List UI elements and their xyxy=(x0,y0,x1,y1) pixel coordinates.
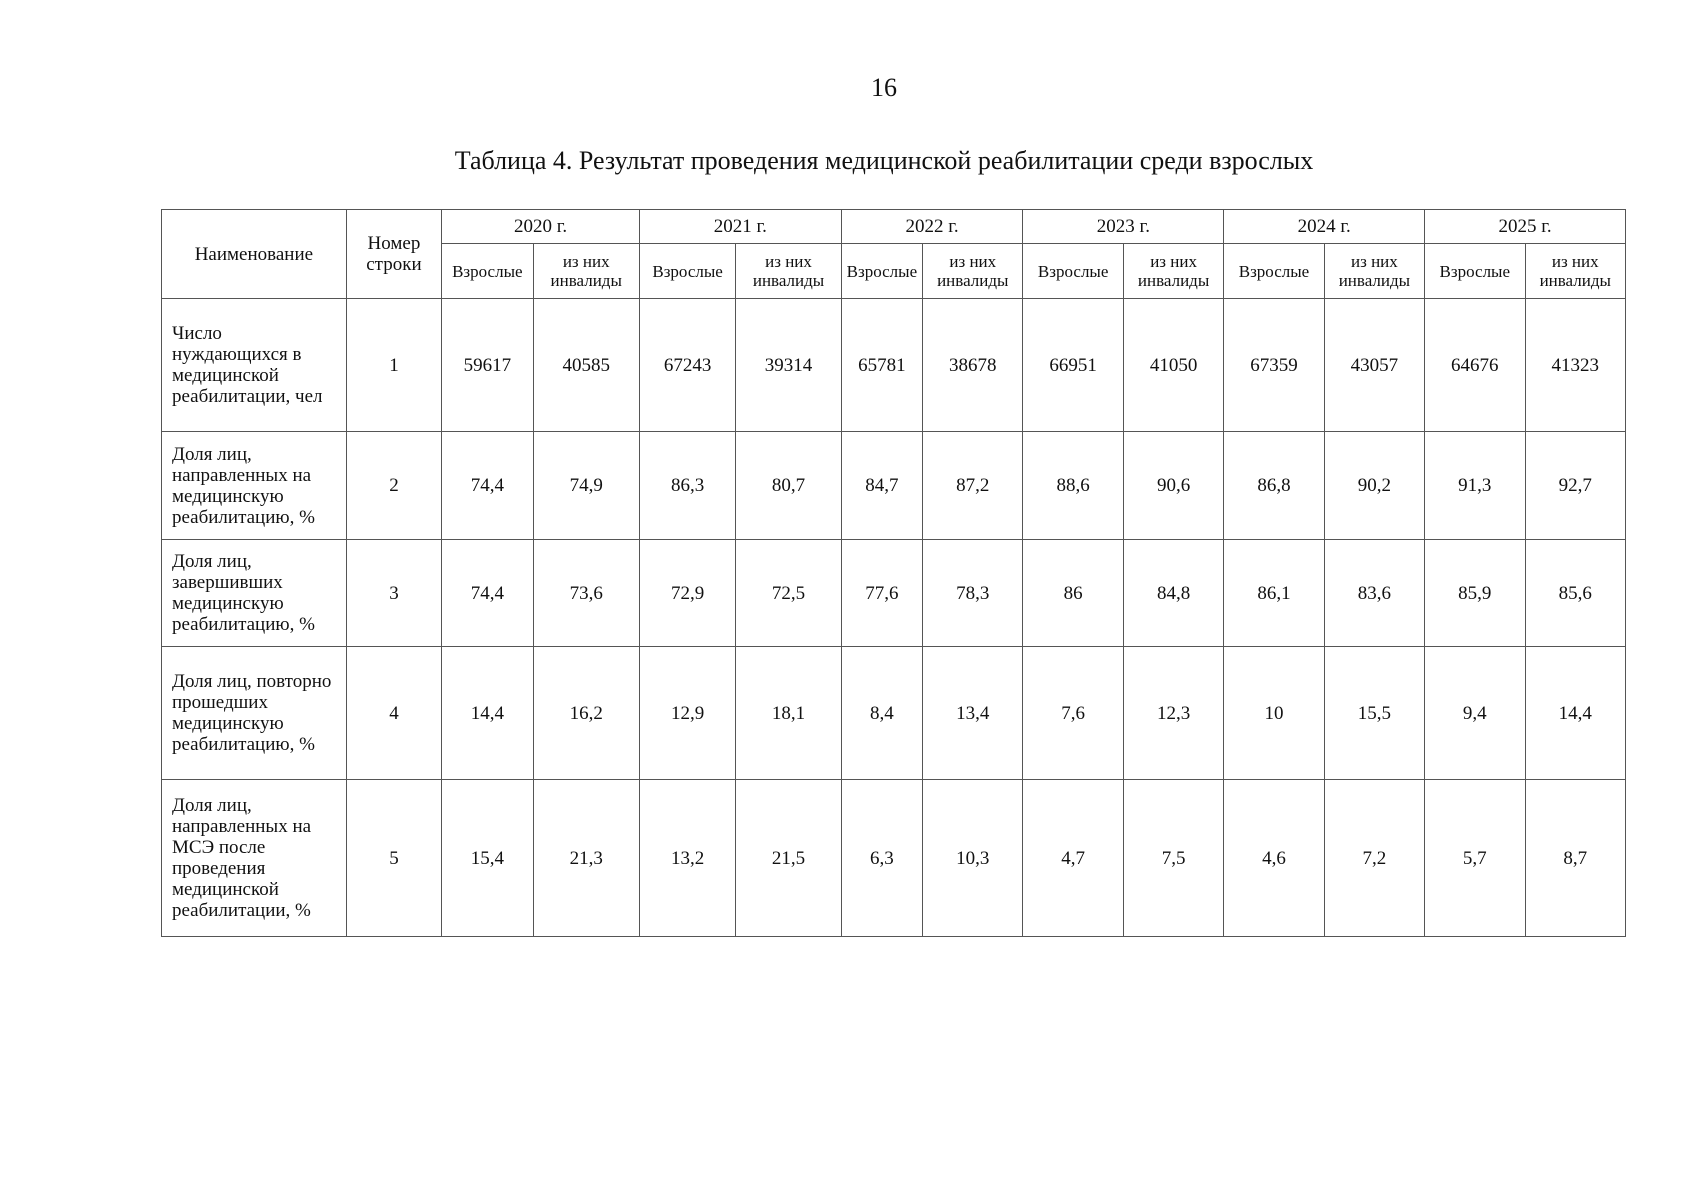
table-cell: 12,9 xyxy=(639,647,735,780)
row-name: Доля лиц, направленных на медицинскую реабилитацию, % xyxy=(162,432,347,540)
subheader-disabled: из них инвалиды xyxy=(1525,244,1626,299)
table-cell: 40585 xyxy=(533,299,639,432)
table-cell: 72,5 xyxy=(736,540,841,647)
table-cell: 43057 xyxy=(1324,299,1424,432)
subheader-disabled: из них инвалиды xyxy=(923,244,1023,299)
header-year: 2024 г. xyxy=(1224,210,1425,244)
table-cell: 84,8 xyxy=(1123,540,1223,647)
subheader-disabled: из них инвалиды xyxy=(736,244,841,299)
header-name: Наименование xyxy=(162,210,347,299)
table-cell: 7,5 xyxy=(1123,780,1223,937)
row-name: Доля лиц, завершивших медицинскую реабилитацию, % xyxy=(162,540,347,647)
table-cell: 4,7 xyxy=(1023,780,1123,937)
page-number: 16 xyxy=(871,73,897,102)
table-cell: 14,4 xyxy=(1525,647,1626,780)
table-cell: 15,4 xyxy=(442,780,533,937)
subheader-adults: Взрослые xyxy=(841,244,922,299)
table-cell: 5,7 xyxy=(1425,780,1525,937)
table-cell: 67243 xyxy=(639,299,735,432)
row-number: 2 xyxy=(346,432,441,540)
table-cell: 85,9 xyxy=(1425,540,1525,647)
table-cell: 86,1 xyxy=(1224,540,1324,647)
table-cell: 12,3 xyxy=(1123,647,1223,780)
table-cell: 7,6 xyxy=(1023,647,1123,780)
table-cell: 65781 xyxy=(841,299,922,432)
table-cell: 59617 xyxy=(442,299,533,432)
table-cell: 77,6 xyxy=(841,540,922,647)
table-cell: 15,5 xyxy=(1324,647,1424,780)
subheader-disabled: из них инвалиды xyxy=(1123,244,1223,299)
table-cell: 8,4 xyxy=(841,647,922,780)
table-cell: 90,6 xyxy=(1123,432,1223,540)
table-cell: 84,7 xyxy=(841,432,922,540)
row-number: 1 xyxy=(346,299,441,432)
subheader-adults: Взрослые xyxy=(1425,244,1525,299)
table-cell: 4,6 xyxy=(1224,780,1324,937)
table-row xyxy=(162,647,1626,780)
row-number: 3 xyxy=(346,540,441,647)
row-number: 5 xyxy=(346,780,441,937)
table-cell: 13,4 xyxy=(923,647,1023,780)
table-cell: 9,4 xyxy=(1425,647,1525,780)
table-cell: 41323 xyxy=(1525,299,1626,432)
table-row xyxy=(162,540,1626,647)
row-number: 4 xyxy=(346,647,441,780)
table-cell: 8,7 xyxy=(1525,780,1626,937)
table-cell: 18,1 xyxy=(736,647,841,780)
row-name: Доля лиц, направленных на МСЭ после проведения медицинской реабилитации, % xyxy=(162,780,347,937)
header-row-number: Номер строки xyxy=(346,210,441,299)
table-title: Таблица 4. Результат проведения медицинской реабилитации среди взрослых xyxy=(454,146,1314,175)
header-year: 2022 г. xyxy=(841,210,1023,244)
table-cell: 87,2 xyxy=(923,432,1023,540)
table-cell: 86 xyxy=(1023,540,1123,647)
table-cell: 73,6 xyxy=(533,540,639,647)
table-cell: 13,2 xyxy=(639,780,735,937)
table-cell: 16,2 xyxy=(533,647,639,780)
table-cell: 6,3 xyxy=(841,780,922,937)
subheader-adults: Взрослые xyxy=(442,244,533,299)
table-cell: 21,5 xyxy=(736,780,841,937)
table-cell: 66951 xyxy=(1023,299,1123,432)
table-cell: 10 xyxy=(1224,647,1324,780)
table-cell: 7,2 xyxy=(1324,780,1424,937)
row-name: Число нуждающихся в медицинской реабилитации, чел xyxy=(162,299,347,432)
table-cell: 21,3 xyxy=(533,780,639,937)
rehabilitation-results-table xyxy=(161,209,1626,937)
table-cell: 86,3 xyxy=(639,432,735,540)
subheader-adults: Взрослые xyxy=(1224,244,1324,299)
header-year: 2023 г. xyxy=(1023,210,1224,244)
table-cell: 88,6 xyxy=(1023,432,1123,540)
table-cell: 83,6 xyxy=(1324,540,1424,647)
table-cell: 74,4 xyxy=(442,432,533,540)
table-cell: 90,2 xyxy=(1324,432,1424,540)
table-cell: 67359 xyxy=(1224,299,1324,432)
table-cell: 72,9 xyxy=(639,540,735,647)
header-year: 2021 г. xyxy=(639,210,841,244)
table-cell: 80,7 xyxy=(736,432,841,540)
table-cell: 74,9 xyxy=(533,432,639,540)
table-cell: 41050 xyxy=(1123,299,1223,432)
table-cell: 78,3 xyxy=(923,540,1023,647)
table-cell: 92,7 xyxy=(1525,432,1626,540)
table-row xyxy=(162,780,1626,937)
table-cell: 10,3 xyxy=(923,780,1023,937)
table-cell: 64676 xyxy=(1425,299,1525,432)
table-cell: 91,3 xyxy=(1425,432,1525,540)
table-cell: 74,4 xyxy=(442,540,533,647)
header-year: 2020 г. xyxy=(442,210,640,244)
header-year: 2025 г. xyxy=(1425,210,1626,244)
table-cell: 39314 xyxy=(736,299,841,432)
subheader-disabled: из них инвалиды xyxy=(1324,244,1424,299)
table-cell: 86,8 xyxy=(1224,432,1324,540)
row-name: Доля лиц, повторно прошедших медицинскую реабилитацию, % xyxy=(162,647,347,780)
table-cell: 38678 xyxy=(923,299,1023,432)
table-row xyxy=(162,299,1626,432)
table-cell: 14,4 xyxy=(442,647,533,780)
table-row xyxy=(162,432,1626,540)
subheader-disabled: из них инвалиды xyxy=(533,244,639,299)
table-cell: 85,6 xyxy=(1525,540,1626,647)
subheader-adults: Взрослые xyxy=(1023,244,1123,299)
subheader-adults: Взрослые xyxy=(639,244,735,299)
